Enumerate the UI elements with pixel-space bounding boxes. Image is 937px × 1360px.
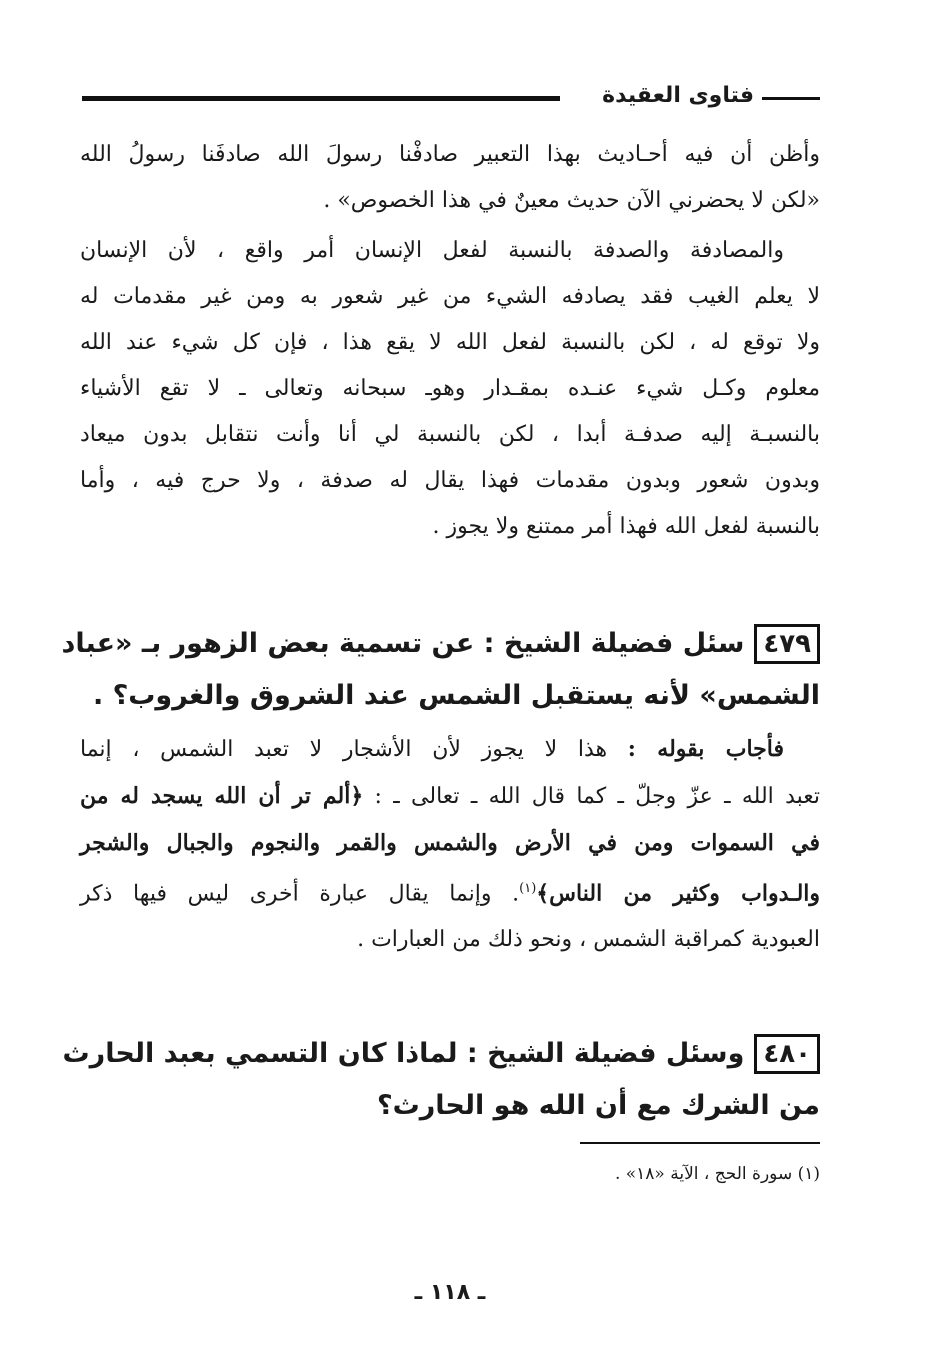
header-title: فتاوى العقيدة <box>602 83 754 108</box>
text-line: معلوم وكـل شيء عنـده بمقـدار وهوـ سبحانه وتعالى ـ لا تقع الأشياء <box>80 376 820 401</box>
paragraph-intro <box>80 132 820 224</box>
text-line: لا يعلم الغيب فقد يصادفه الشيء من غير شعور به ومن غير مقدمات له <box>80 284 820 309</box>
text-line: بالنسبـة إليه صدفـة أبدا ، لكن بالنسبة لي أنا وأنت نتقابل بدون ميعاد <box>80 422 820 447</box>
question-line <box>61 618 820 670</box>
answer-text: هذا لا يجوز لأن الأشجار لا تعبد الشمس ، إنما <box>80 737 628 762</box>
answer-line <box>80 773 820 820</box>
text-line: والمصادفة والصدفة بالنسبة لفعل الإنسان أمر واقع ، لأن الإنسان <box>80 238 784 263</box>
page-number: ـ ١١٨ ـ <box>414 1280 486 1305</box>
question-line: الشمس» لأنه يستقبل الشمس عند الشروق والغروب؟ . <box>92 680 820 711</box>
question-number-box: ٤٧٩ <box>754 624 820 664</box>
answer-line <box>80 866 820 917</box>
quran-verse-line: في السموات ومن في الأرض والشمس والقمر والنجوم والجبال والشجر <box>80 830 820 856</box>
text-line: وبدون شعور وبدون مقدمات فهذا يقال له صدفة ، ولا حرج فيه ، وأما <box>80 468 820 493</box>
answer-text: تعبد الله ـ عزّ وجلّ ـ كما قال الله ـ تعالى ـ : <box>363 784 820 809</box>
question-text: وسئل فضيلة الشيخ : لماذا كان التسمي بعبد الحارث <box>62 1038 745 1069</box>
answer-lead: فأجاب بقوله : <box>627 736 784 762</box>
quran-verse: ﴿ألم تر أن الله يسجد له من <box>80 783 364 809</box>
header-rule-long <box>82 96 560 101</box>
question-number-box: ٤٨٠ <box>754 1034 820 1074</box>
footnote-marker[interactable]: (١) <box>519 881 537 896</box>
answer-line <box>80 726 820 773</box>
footnote-separator <box>580 1142 820 1144</box>
text-line: «لكن لا يحضرني الآن حديث معينٌ في هذا الخصوص» . <box>323 188 820 213</box>
text-line: بالنسبة لفعل الله فهذا أمر ممتنع ولا يجوز . <box>432 514 820 539</box>
question-text: سئل فضيلة الشيخ : عن تسمية بعض الزهور بـ «عباد <box>61 628 745 659</box>
answer-line: العبودية كمراقبة الشمس ، ونحو ذلك من العبارات . <box>357 927 820 953</box>
question-480 <box>62 1028 820 1132</box>
paragraph-coincidence <box>80 228 820 550</box>
question-line <box>62 1028 820 1080</box>
question-line: من الشرك مع أن الله هو الحارث؟ <box>376 1090 820 1121</box>
text-line: ولا توقع له ، لكن بالنسبة لفعل الله لا يقع هذا ، فإن كل شيء عند الله <box>80 330 820 355</box>
footnote: (١) سورة الحج ، الآية «١٨» . <box>614 1164 820 1184</box>
text-line: وأظن أن فيه أحـاديث بهذا التعبير صادفْنا رسولَ الله صادفَنا رسولُ الله <box>80 142 820 167</box>
running-header <box>80 80 820 116</box>
question-479 <box>61 618 820 722</box>
answer-479 <box>80 726 820 963</box>
header-rule-short <box>762 97 820 100</box>
answer-text: . وإنما يقال عبارة أخرى ليس فيها ذكر <box>80 881 520 907</box>
quran-verse: والـدواب وكثير من الناس﴾ <box>536 880 821 907</box>
